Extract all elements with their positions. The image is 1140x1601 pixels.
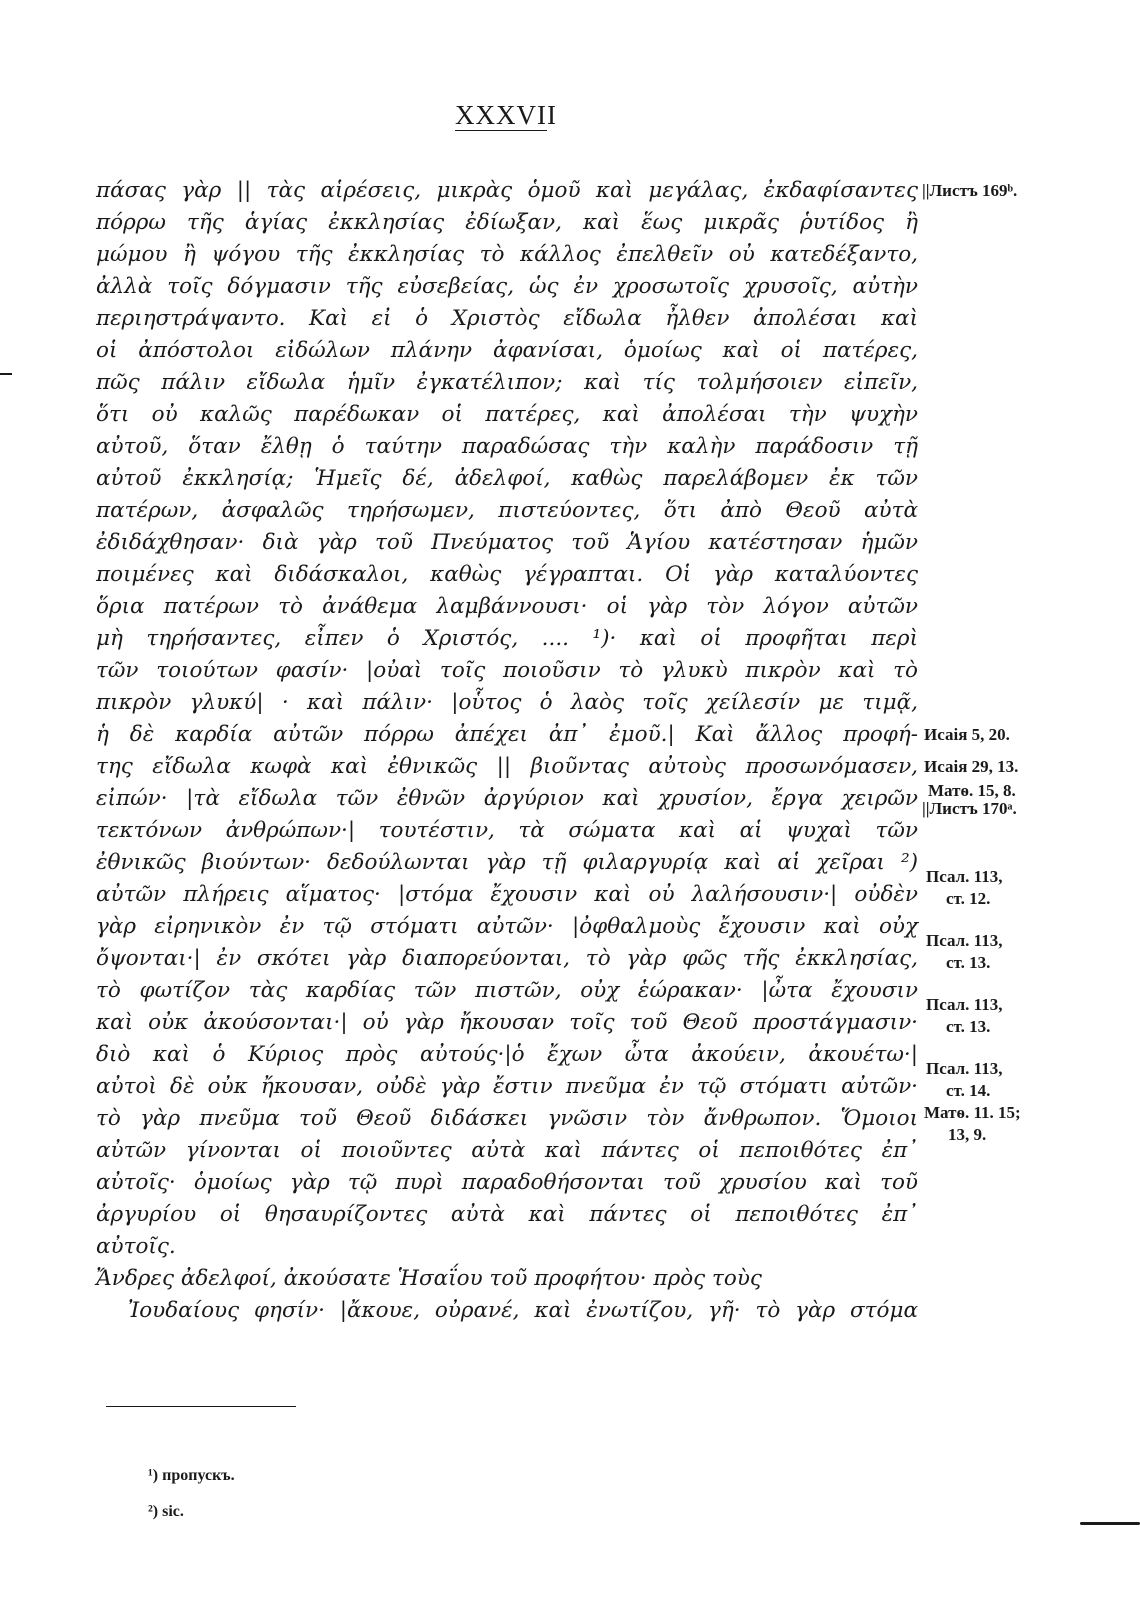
margin-note-psalm-113-d: Псал. 113, (926, 1059, 1003, 1078)
margin-note-verse-14: ст. 14. (946, 1081, 991, 1100)
text-line: διὸ καὶ ὁ Κύριος πρὸς αὐτούς·|ὁ ἔχων ὦτα ἀκούειν, ἀκουέτω·| (96, 1042, 918, 1067)
text-line: αὐτοὶ δὲ οὐκ ἤκουσαν, οὐδὲ γὰρ ἔστιν πνεῦμα ἐν τῷ στόματι αὐτῶν· (96, 1074, 918, 1099)
margin-note-verse-12: ст. 12. (946, 889, 991, 908)
text-line: αὐτῶν γίνονται οἱ ποιοῦντες αὐτὰ καὶ πάντες οἱ πεποιθότες ἐπ᾽ (96, 1138, 918, 1163)
text-line: αὐτῶν πλήρεις αἵματος· |στόμα ἔχουσιν καὶ οὐ λαλήσουσιν·| οὐδὲν (96, 882, 918, 907)
text-line: ἀλλὰ τοῖς δόγμασιν τῆς εὐσεβείας, ὡς ἐν χροσωτοῖς χρυσοῖς, αὐτὴν (96, 274, 918, 299)
margin-note-psalm-113-c: Псал. 113, (926, 995, 1003, 1014)
page-edge-mark (1080, 1522, 1140, 1525)
text-line: ποιμένες καὶ διδάσκαλοι, καθὼς γέγραπται. Οἱ γὰρ καταλύοντες (96, 562, 918, 587)
text-line: τὸ φωτίζον τὰς καρδίας τῶν πιστῶν, οὐχ ἑώρακαν· |ὦτα ἔχουσιν (96, 978, 918, 1003)
text-line: εἰπών· |τὰ εἴδωλα τῶν ἐθνῶν ἀργύριον καὶ χρυσίον, ἔργα χειρῶν (96, 786, 918, 811)
margin-note-matthew-13: 13, 9. (948, 1125, 987, 1144)
text-line: περιηστράψαντο. Καὶ εἰ ὁ Χριστὸς εἴδωλα ἦλθεν ἀπολέσαι καὶ (96, 306, 918, 331)
text-line: αὐτοῦ, ὅταν ἔλθῃ ὁ ταύτην παραδώσας τὴν καλὴν παράδοσιν τῇ (96, 434, 918, 459)
text-line: τεκτόνων ἀνθρώπων·| τουτέστιν, τὰ σώματα καὶ αἱ ψυχαὶ τῶν (96, 818, 918, 843)
margin-note-folio-170a: ||Листъ 170ᵃ. (922, 799, 1017, 818)
text-line: μώμου ἢ ψόγου τῆς ἐκκλησίας τὸ κάλλος ἐπελθεῖν οὐ κατεδέξαντο, (96, 242, 918, 267)
margin-note-matthew-15: Матѳ. 15, 8. (928, 781, 1016, 800)
page-number: XXXVII (455, 100, 557, 130)
text-line: ἡ δὲ καρδία αὐτῶν πόρρω ἀπέχει ἀπ᾽ ἐμοῦ.| Καὶ ἄλλος προφή- (96, 722, 918, 747)
margin-note-isaiah-29: Исаія 29, 13. (924, 757, 1019, 776)
text-line: αὐτοῖς· ὁμοίως γὰρ τῷ πυρὶ παραδοθήσονται τοῦ χρυσίου καὶ τοῦ (96, 1170, 918, 1195)
text-line: αὐτοῖς. (96, 1234, 176, 1259)
text-line: ὄψονται·| ἐν σκότει γὰρ διαπορεύονται, τὸ γὰρ φῶς τῆς ἐκκλησίας, (96, 946, 918, 971)
text-line: Ἰουδαίους φησίν· |ἄκουε, οὐρανέ, καὶ ἐνωτίζου, γῆ· τὸ γὰρ στόμα (128, 1298, 918, 1323)
main-text (96, 175, 918, 1359)
margin-dash-mark (0, 373, 12, 375)
footnote-2: ²) sic. (148, 1503, 184, 1520)
text-line: γὰρ εἰρηνικὸν ἐν τῷ στόματι αὐτῶν· |ὀφθαλμοὺς ἔχουσιν καὶ οὐχ (96, 914, 918, 939)
text-line: της εἴδωλα κωφὰ καὶ ἐθνικῶς || βιοῦντας αὐτοὺς προσωνόμασεν, (96, 754, 918, 779)
margin-note-verse-13-b: ст. 13. (946, 1017, 991, 1036)
text-line: οἱ ἀπόστολοι εἰδώλων πλάνην ἀφανίσαι, ὁμοίως καὶ οἱ πατέρες, (96, 338, 918, 363)
text-line: ἐδιδάχθησαν· διὰ γὰρ τοῦ Πνεύματος τοῦ Ἁγίου κατέστησαν ἡμῶν (96, 530, 918, 555)
margin-note-isaiah-5: Исаія 5, 20. (924, 725, 1010, 744)
text-line: ἀργυρίου οἱ θησαυρίζοντες αὐτὰ καὶ πάντες οἱ πεποιθότες ἐπ᾽ (96, 1202, 918, 1227)
text-line: αὐτοῦ ἐκκλησίᾳ; Ἡμεῖς δέ, ἀδελφοί, καθὼς παρελάβομεν ἐκ τῶν (96, 466, 918, 491)
text-line: Ἄνδρες ἀδελφοί, ἀκούσατε Ἡσαΐου τοῦ προφήτου· πρὸς τοὺς (96, 1266, 762, 1291)
footnote-divider (106, 1406, 296, 1407)
text-line: πόρρω τῆς ἁγίας ἐκκλησίας ἐδίωξαν, καὶ ἕως μικρᾶς ῥυτίδος ἢ (96, 210, 918, 235)
margin-note-verse-13-a: ст. 13. (946, 953, 991, 972)
margin-note-matthew-11: Матѳ. 11. 15; (924, 1103, 1021, 1122)
footnote-1: ¹) пропускъ. (148, 1467, 235, 1484)
text-line: τὸ γὰρ πνεῦμα τοῦ Θεοῦ διδάσκει γνῶσιν τὸν ἄνθρωπον. Ὅμοιοι (96, 1106, 918, 1131)
margin-note-psalm-113-a: Псал. 113, (926, 867, 1003, 886)
text-line: μὴ τηρήσαντες, εἶπεν ὁ Χριστός, .... ¹)· καὶ οἱ προφῆται περὶ (96, 626, 918, 651)
text-line: καὶ οὐκ ἀκούσονται·| οὐ γὰρ ἤκουσαν τοῖς τοῦ Θεοῦ προστάγμασιν· (96, 1010, 918, 1035)
text-line: πατέρων, ἀσφαλῶς τηρήσωμεν, πιστεύοντες, ὅτι ἀπὸ Θεοῦ αὐτὰ (96, 498, 918, 523)
text-line: πικρὸν γλυκύ| · καὶ πάλιν· |οὗτος ὁ λαὸς τοῖς χείλεσίν με τιμᾷ, (96, 690, 918, 715)
text-line: πῶς πάλιν εἴδωλα ἡμῖν ἐγκατέλιπον; καὶ τίς τολμήσοιεν εἰπεῖν, (96, 370, 918, 395)
text-line: τῶν τοιούτων φασίν· |οὐαὶ τοῖς ποιοῦσιν τὸ γλυκὺ πικρὸν καὶ τὸ (96, 658, 918, 683)
text-line (96, 1327, 918, 1359)
text-line: ἐθνικῶς βιούντων· δεδούλωνται γὰρ τῇ φιλαργυρίᾳ καὶ αἱ χεῖραι ²) (96, 850, 918, 875)
text-line: ὅρια πατέρων τὸ ἀνάθεμα λαμβάννουσι· οἱ γὰρ τὸν λόγον αὐτῶν (96, 594, 918, 619)
text-line: ὅτι οὐ καλῶς παρέδωκαν οἱ πατέρες, καὶ ἀπολέσαι τὴν ψυχὴν (96, 402, 918, 427)
margin-note-psalm-113-b: Псал. 113, (926, 931, 1003, 950)
text-line: πάσας γὰρ || τὰς αἱρέσεις, μικρὰς ὁμοῦ καὶ μεγάλας, ἐκδαφίσαντες (96, 178, 918, 203)
margin-note-folio-169b: ||Листъ 169ᵇ. (922, 181, 1018, 200)
